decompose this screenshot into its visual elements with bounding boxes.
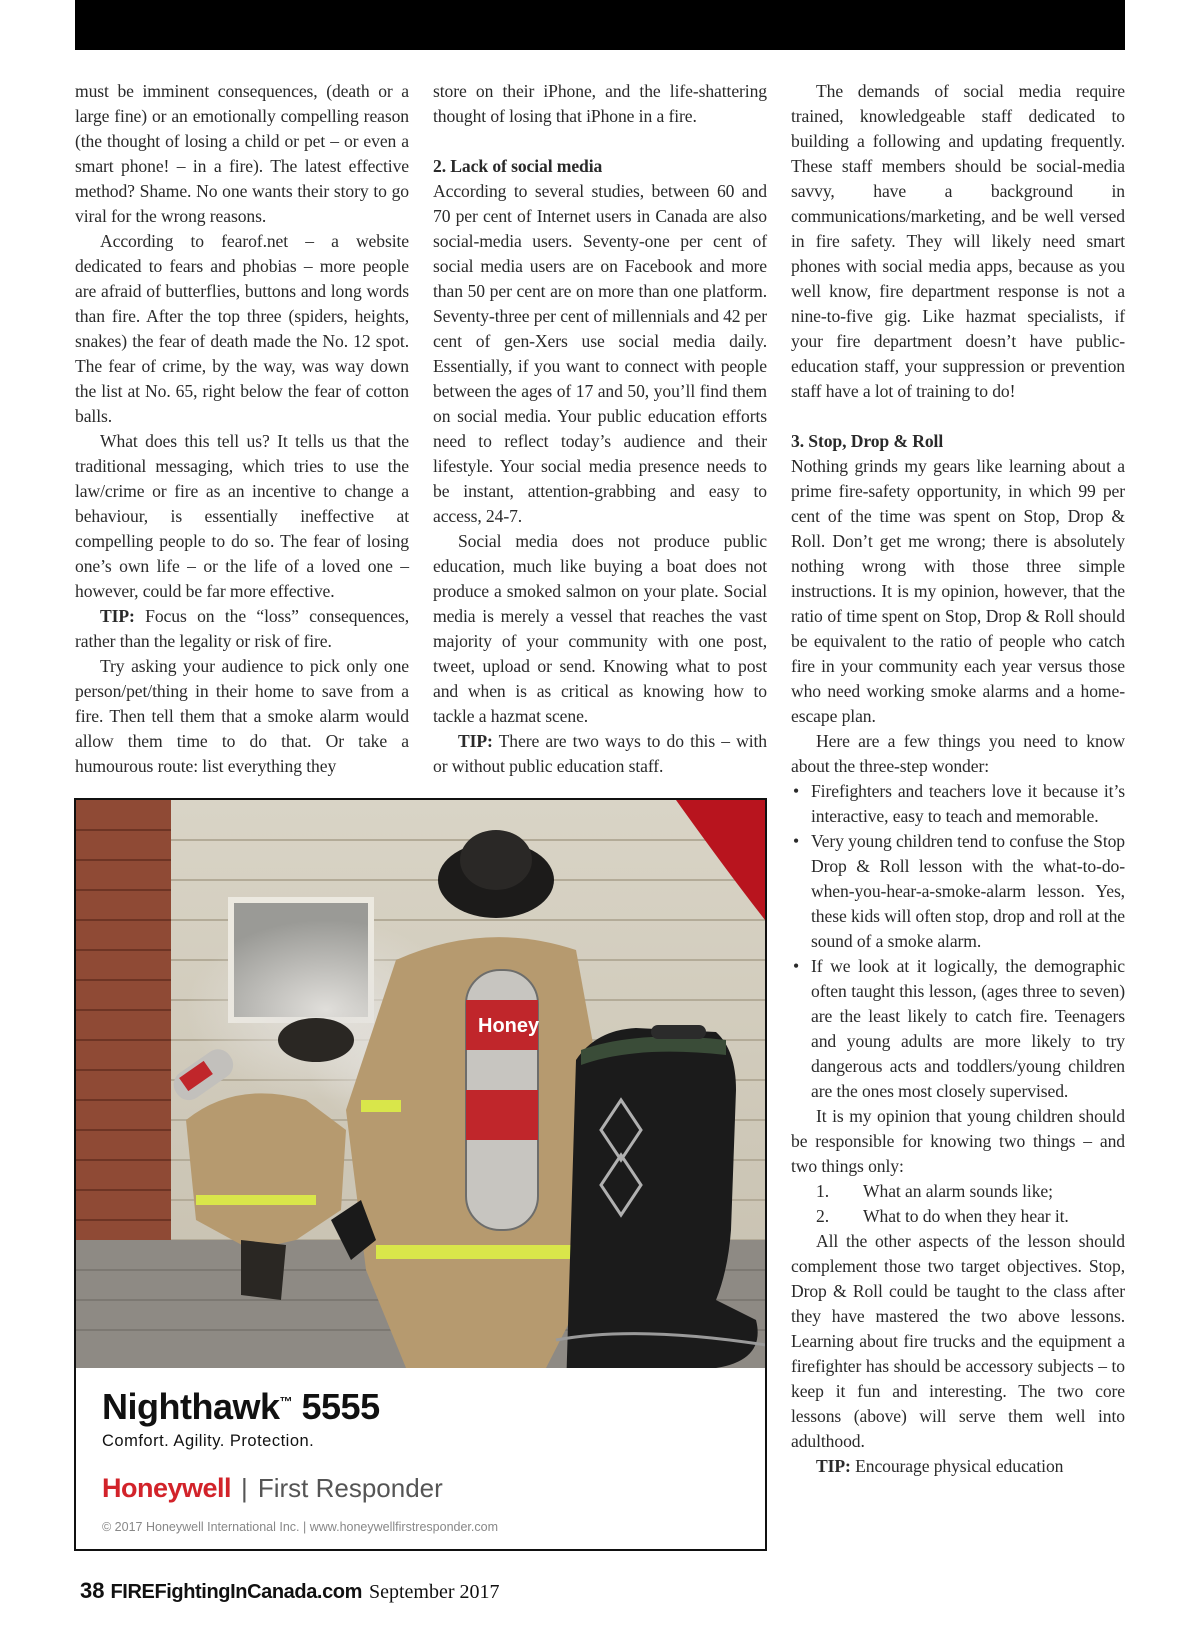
section-heading: 3. Stop, Drop & Roll: [791, 431, 944, 451]
article-column-1: [75, 79, 409, 779]
tip-text: Focus on the “loss” consequences, rather than the legality or risk of fire.: [75, 606, 409, 651]
boot-image: [546, 1025, 765, 1368]
brand-separator: |: [241, 1473, 248, 1503]
honeywell-advertisement[interactable]: [74, 798, 767, 1551]
tip-text: Encourage physical education: [850, 1456, 1064, 1476]
tip-paragraph: [791, 1454, 1125, 1479]
list-item: • Very young children tend to confuse the Stop Drop & Roll lesson with the what-to-do-when-you-hear-a-smoke-alarm lesson. Yes, these kids will often stop, drop and roll at the sound of a smoke alarm.: [791, 829, 1125, 954]
numbered-list: [791, 1179, 1125, 1229]
ad-tagline: Comfort. Agility. Protection.: [102, 1432, 315, 1450]
tip-label: TIP:: [100, 606, 135, 626]
ad-copy-block: [102, 1386, 498, 1534]
page-footer: [80, 1578, 500, 1604]
paragraph: All the other aspects of the lesson should complement those two target objectives. Stop, Drop & Roll could be taught to the class after they have mastered the two above lessons. Learning about fire trucks and the equipment a firefighter has should be accessory subjects – to keep it fun and interesting. The two core lessons (above) will serve them well into adulthood.: [791, 1231, 1125, 1451]
tip-label: TIP:: [458, 731, 493, 751]
page-number: 38: [80, 1578, 105, 1603]
ad-brand-row: [102, 1473, 498, 1504]
list-item: 2. What to do when they hear it.: [816, 1206, 1069, 1226]
honeywell-logo: Honeywell: [102, 1473, 232, 1503]
paragraph: According to fearof.net – a website dedicated to fears and phobias – more people are afraid of butterflies, buttons and long words than fire. After the top three (spiders, heights, snakes) the fear of death made the No. 12 spot. The fear of crime, by the way, was way down the list at No. 65, right below the fear of cotton balls.: [75, 231, 409, 426]
bullet-list: [791, 779, 1125, 1104]
paragraph: According to several studies, between 60 and 70 per cent of Internet users in Canada are also social-media users. Seventy-one per cent of social media users are on Facebook and more than 50 per cent are on more than one platform. Seventy-three per cent of millennials and 42 per cent of gen-Xers use social media daily. Essentially, if you want to connect with people between the ages of 17 and 50, you’ll find them on social media. Your public education efforts need to reflect today’s audience and their lifestyle. Your social media presence needs to be instant, attention-grabbing and easy to access, 24-7.: [433, 181, 767, 526]
paragraph: Nothing grinds my gears like learning about a prime fire-safety opportunity, in which 99 per cent of the time was spent on Stop, Drop & Roll. Don’t get me wrong; there is absolutely nothing wrong with those three simple instructions. It is my opinion, however, that the ratio of time spent on Stop, Drop & Roll should be equivalent to the ratio of people who catch fire in your community each year versus those who need working smoke alarms and a home-escape plan.: [791, 456, 1125, 726]
paragraph: store on their iPhone, and the life-shattering thought of losing that iPhone in a fire.: [433, 81, 767, 126]
paragraph: Try asking your audience to pick only one person/pet/thing in their home to save from a fire. Then tell them that a smoke alarm would allow them time to do that. Or take a humourous route: list everything they: [75, 656, 409, 776]
tip-label: TIP:: [816, 1456, 851, 1476]
ad-photo: [76, 800, 765, 1368]
tip-paragraph: [433, 729, 767, 779]
paragraph: It is my opinion that young children should be responsible for knowing two things – and two things only:: [791, 1106, 1125, 1176]
issue-date: September 2017: [369, 1581, 500, 1603]
tip-paragraph: [75, 604, 409, 654]
header-bar: [75, 0, 1125, 50]
paragraph: must be imminent consequences, (death or a large fine) or an emotionally compelling reason (the thought of losing a child or pet – or even a smart phone! – in a fire). The latest effective method? Shame. No one wants their story to go viral for the wrong reasons.: [75, 81, 409, 226]
paragraph: The demands of social media require trained, knowledgeable staff dedicated to building a following and updating frequently. These staff members should be social-media savvy, have a background in communications/marketing, and be well versed in fire safety. They will likely need smart phones with social media apps, because as you well know, fire department response is not a nine-to-five gig. Like hazmat specialists, if your fire department doesn’t have public-education staff, your suppression or prevention staff have a lot of training to do!: [791, 81, 1125, 401]
publication-site: FIREFightingInCanada.com: [110, 1581, 362, 1603]
article-column-2: [433, 79, 767, 779]
list-item: 1. What an alarm sounds like;: [816, 1181, 1053, 1201]
ad-product-name: Nighthawk™ 5555: [102, 1386, 380, 1427]
tank-logo: Honey: [478, 1015, 540, 1037]
paragraph: Here are a few things you need to know about the three-step wonder:: [791, 731, 1125, 776]
tip-text: There are two ways to do this – with or without public education staff.: [433, 731, 767, 776]
brand-division: First Responder: [257, 1473, 443, 1503]
ad-copyright: © 2017 Honeywell International Inc. | www.honeywellfirstresponder.com: [102, 1520, 498, 1534]
list-item: • Firefighters and teachers love it because it’s interactive, easy to teach and memorable.: [791, 779, 1125, 829]
paragraph: Social media does not produce public education, much like buying a boat does not produce a smoked salmon on your plate. Social media is merely a vessel that reaches the vast majority of your community with one post, tweet, upload or send. Knowing what to post and when is as critical as knowing how to tackle a hazmat scene.: [433, 531, 767, 726]
article-column-3: [791, 79, 1125, 1479]
section-heading: 2. Lack of social media: [433, 156, 603, 176]
paragraph: What does this tell us? It tells us that the traditional messaging, which tries to use the law/crime or fire as an incentive to change a behaviour, is essentially ineffective at compelling people to do so. The fear of losing one’s own life – or the life of a loved one – however, could be far more effective.: [75, 431, 409, 601]
list-item: • If we look at it logically, the demographic often taught this lesson, (ages three to seven) are the least likely to catch fire. Teenagers and young adults are more likely to try dangerous acts and toddlers/young children are the ones most closely supervised.: [791, 954, 1125, 1104]
